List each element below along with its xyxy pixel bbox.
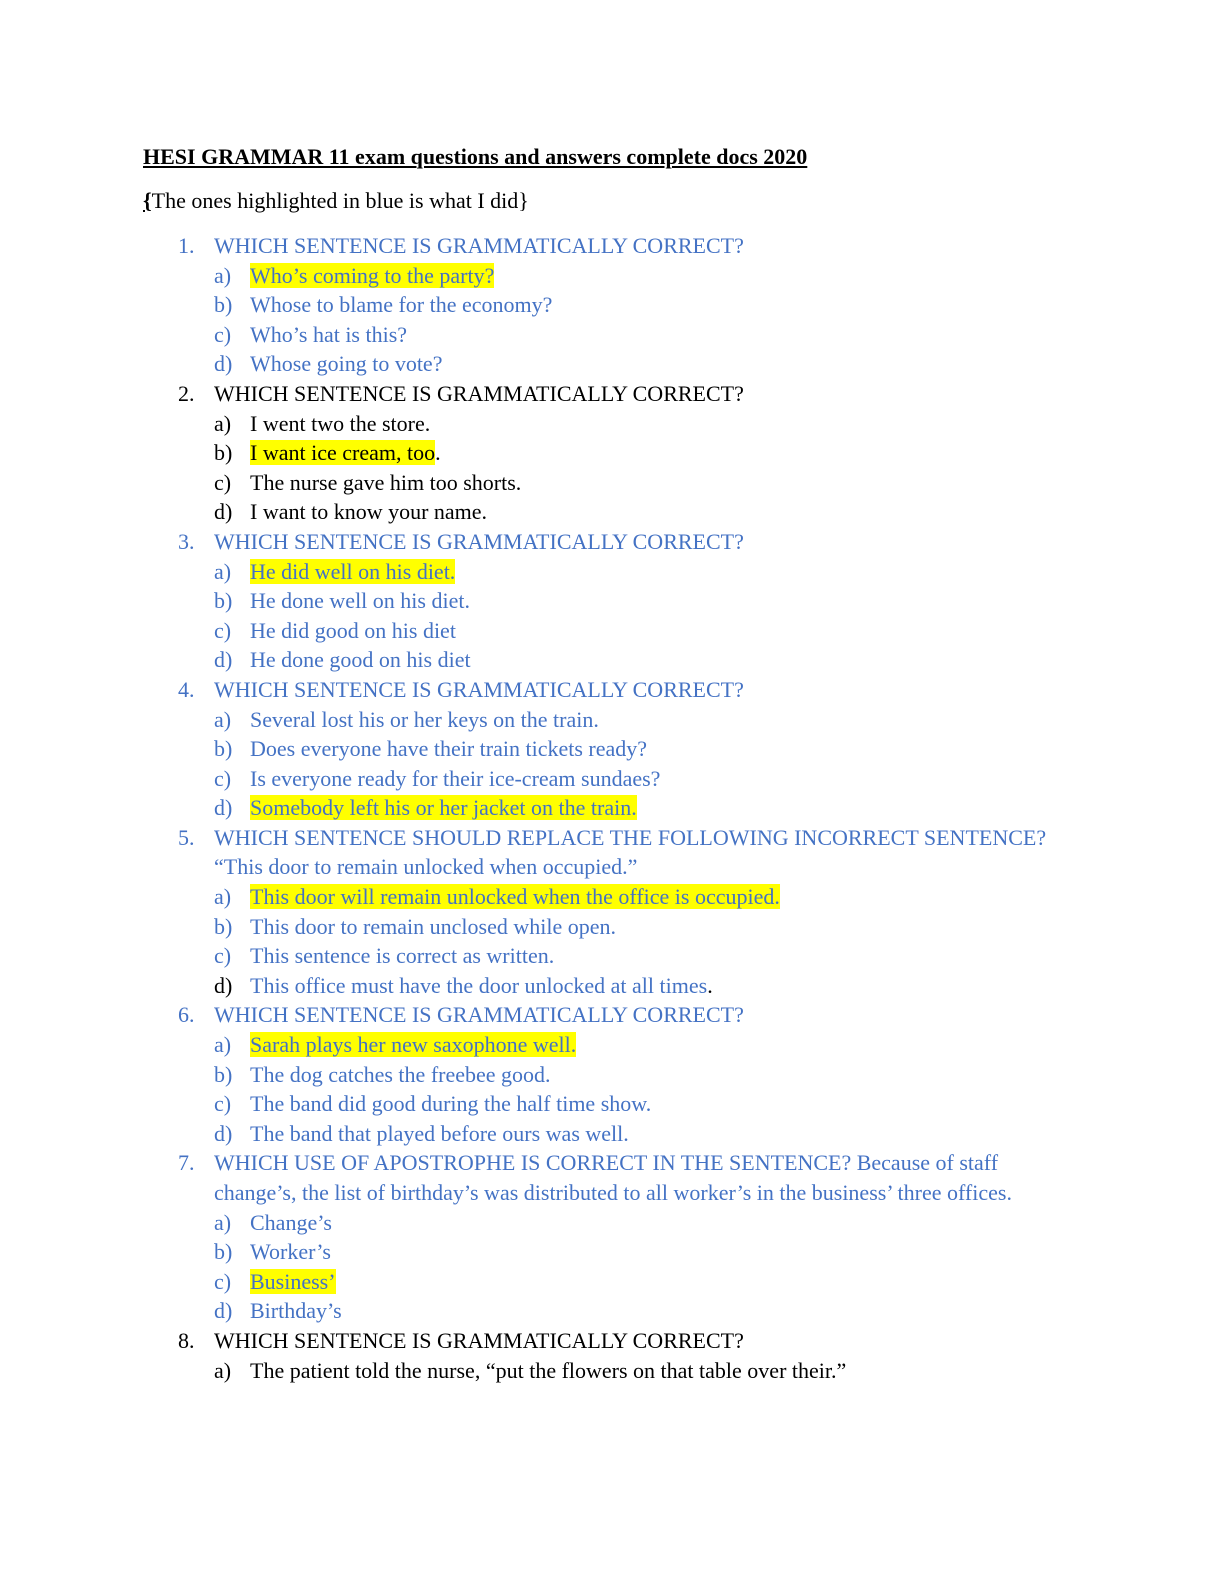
answer-option xyxy=(0,438,1224,468)
selected-answer-text: Sarah plays her new saxophone well. xyxy=(250,1032,577,1058)
answer-option xyxy=(0,616,1224,646)
answer-option xyxy=(0,320,1224,350)
option-text: I went two the store. xyxy=(250,410,431,436)
answer-option xyxy=(0,971,1224,1001)
answer-option xyxy=(0,882,1224,912)
answer-option xyxy=(0,941,1224,971)
option-letter: a) xyxy=(214,410,232,436)
question-1 xyxy=(0,231,1224,379)
highlight-note xyxy=(143,187,529,215)
question-text xyxy=(0,527,1224,557)
selected-answer-text: Somebody left his or her jacket on the train. xyxy=(250,795,637,821)
question-number: 4. xyxy=(178,676,195,702)
question-text xyxy=(0,379,1224,409)
question-prompt: WHICH SENTENCE IS GRAMMATICALLY CORRECT? xyxy=(214,233,744,258)
option-letter: c) xyxy=(214,469,232,495)
option-letter: c) xyxy=(214,321,232,347)
answer-option xyxy=(0,912,1224,942)
answer-option xyxy=(0,1119,1224,1149)
answer-option xyxy=(0,497,1224,527)
option-text: Worker’s xyxy=(250,1239,331,1265)
option-text: The band did good during the half time show. xyxy=(250,1091,652,1117)
option-text: Does everyone have their train tickets ready? xyxy=(250,736,648,762)
option-letter: a) xyxy=(214,1209,232,1235)
answer-option xyxy=(0,1089,1224,1119)
option-text: This sentence is correct as written. xyxy=(250,943,555,969)
option-text: The nurse gave him too shorts. xyxy=(250,469,522,495)
question-prompt: WHICH SENTENCE IS GRAMMATICALLY CORRECT? xyxy=(214,1327,744,1353)
answer-option xyxy=(0,468,1224,498)
option-text: This office must have the door unlocked at all times xyxy=(250,972,708,998)
option-letter: d) xyxy=(214,647,233,673)
answer-option xyxy=(0,261,1224,291)
option-text: Is everyone ready for their ice-cream sundaes? xyxy=(250,765,661,791)
question-text xyxy=(0,1326,1224,1356)
option-letter: b) xyxy=(214,588,233,614)
option-trailing-punctuation: . xyxy=(435,440,441,466)
answer-option xyxy=(0,705,1224,735)
option-text: This door to remain unclosed while open. xyxy=(250,913,616,939)
option-letter: d) xyxy=(214,1120,233,1146)
question-number: 7. xyxy=(178,1150,195,1176)
answer-option xyxy=(0,1060,1224,1090)
option-text: Whose to blame for the economy? xyxy=(250,292,553,318)
option-text: He done well on his diet. xyxy=(250,588,470,614)
option-letter: a) xyxy=(214,1032,232,1058)
option-letter: b) xyxy=(214,736,233,762)
option-text: Who’s hat is this? xyxy=(250,321,408,347)
question-text xyxy=(0,231,1224,261)
option-text: The dog catches the freebee good. xyxy=(250,1061,551,1087)
question-number: 8. xyxy=(178,1327,195,1353)
selected-answer-text: Business’ xyxy=(250,1268,336,1294)
option-letter: d) xyxy=(214,795,233,821)
question-text xyxy=(0,1000,1224,1030)
note-brace: { xyxy=(143,188,152,213)
option-letter: c) xyxy=(214,617,232,643)
answer-option xyxy=(0,1030,1224,1060)
selected-answer-text: Who’s coming to the party? xyxy=(250,262,495,288)
option-letter: c) xyxy=(214,765,232,791)
question-number: 5. xyxy=(178,824,195,850)
answer-option xyxy=(0,557,1224,587)
question-3 xyxy=(0,527,1224,675)
option-letter: b) xyxy=(214,1239,233,1265)
option-letter: d) xyxy=(214,351,233,377)
option-letter: b) xyxy=(214,913,233,939)
question-4 xyxy=(0,675,1224,823)
answer-option xyxy=(0,1208,1224,1238)
question-5 xyxy=(0,823,1224,1001)
question-7 xyxy=(0,1148,1224,1326)
option-trailing-punctuation: . xyxy=(707,972,713,998)
question-prompt: WHICH SENTENCE IS GRAMMATICALLY CORRECT? xyxy=(214,380,744,406)
question-list xyxy=(0,231,1224,1385)
option-letter: d) xyxy=(214,1298,233,1324)
answer-option xyxy=(0,349,1224,379)
option-letter: b) xyxy=(214,292,233,318)
question-prompt: WHICH SENTENCE IS GRAMMATICALLY CORRECT? xyxy=(214,676,744,702)
selected-answer-text: He did well on his diet. xyxy=(250,558,456,584)
question-6 xyxy=(0,1000,1224,1148)
question-prompt: WHICH SENTENCE IS GRAMMATICALLY CORRECT? xyxy=(214,528,744,554)
question-8 xyxy=(0,1326,1224,1385)
answer-option xyxy=(0,1356,1224,1386)
option-text: He done good on his diet xyxy=(250,647,471,673)
option-text: The patient told the nurse, “put the flowers on that table over their.” xyxy=(250,1357,847,1383)
answer-option xyxy=(0,409,1224,439)
question-prompt: WHICH USE OF APOSTROPHE IS CORRECT IN THE SENTENCE? Because of staff change’s, the list of birthday’s was distributed to all worker’s in the business’ three offices. xyxy=(214,1150,1012,1205)
question-number: 6. xyxy=(178,1002,195,1028)
answer-option xyxy=(0,764,1224,794)
option-text: The band that played before ours was well. xyxy=(250,1120,629,1146)
answer-option xyxy=(0,1296,1224,1326)
option-letter: d) xyxy=(214,972,233,998)
question-number: 1. xyxy=(178,233,195,258)
option-text: Whose going to vote? xyxy=(250,351,443,377)
option-letter: b) xyxy=(214,1061,233,1087)
answer-option xyxy=(0,793,1224,823)
question-text xyxy=(0,823,1224,882)
option-text: Several lost his or her keys on the train. xyxy=(250,706,599,732)
answer-option xyxy=(0,1267,1224,1297)
option-letter: b) xyxy=(214,440,233,466)
selected-answer-text: I want ice cream, too xyxy=(250,440,436,466)
option-letter: c) xyxy=(214,943,232,969)
option-letter: a) xyxy=(214,884,232,910)
document-title: HESI GRAMMAR 11 exam questions and answers complete docs 2020 xyxy=(143,144,808,169)
option-text: Change’s xyxy=(250,1209,332,1235)
question-number: 2. xyxy=(178,380,195,406)
option-text: Birthday’s xyxy=(250,1298,342,1324)
question-number: 3. xyxy=(178,528,195,554)
answer-option xyxy=(0,645,1224,675)
question-prompt: WHICH SENTENCE SHOULD REPLACE THE FOLLOWING INCORRECT SENTENCE? “This door to remain unlocked when occupied.” xyxy=(214,824,1047,880)
option-letter: c) xyxy=(214,1091,232,1117)
note-text: The ones highlighted in blue is what I did} xyxy=(151,188,529,213)
question-text xyxy=(0,1148,1224,1207)
option-letter: d) xyxy=(214,499,233,525)
option-letter: c) xyxy=(214,1268,232,1294)
answer-option xyxy=(0,1237,1224,1267)
option-text: He did good on his diet xyxy=(250,617,456,643)
option-letter: a) xyxy=(214,558,232,584)
question-prompt: WHICH SENTENCE IS GRAMMATICALLY CORRECT? xyxy=(214,1002,744,1028)
answer-option xyxy=(0,734,1224,764)
option-letter: a) xyxy=(214,1357,232,1383)
option-text: I want to know your name. xyxy=(250,499,488,525)
selected-answer-text: This door will remain unlocked when the office is occupied. xyxy=(250,884,780,910)
option-letter: a) xyxy=(214,262,232,288)
answer-option xyxy=(0,586,1224,616)
answer-option xyxy=(0,290,1224,320)
question-text xyxy=(0,675,1224,705)
question-2 xyxy=(0,379,1224,527)
option-letter: a) xyxy=(214,706,232,732)
